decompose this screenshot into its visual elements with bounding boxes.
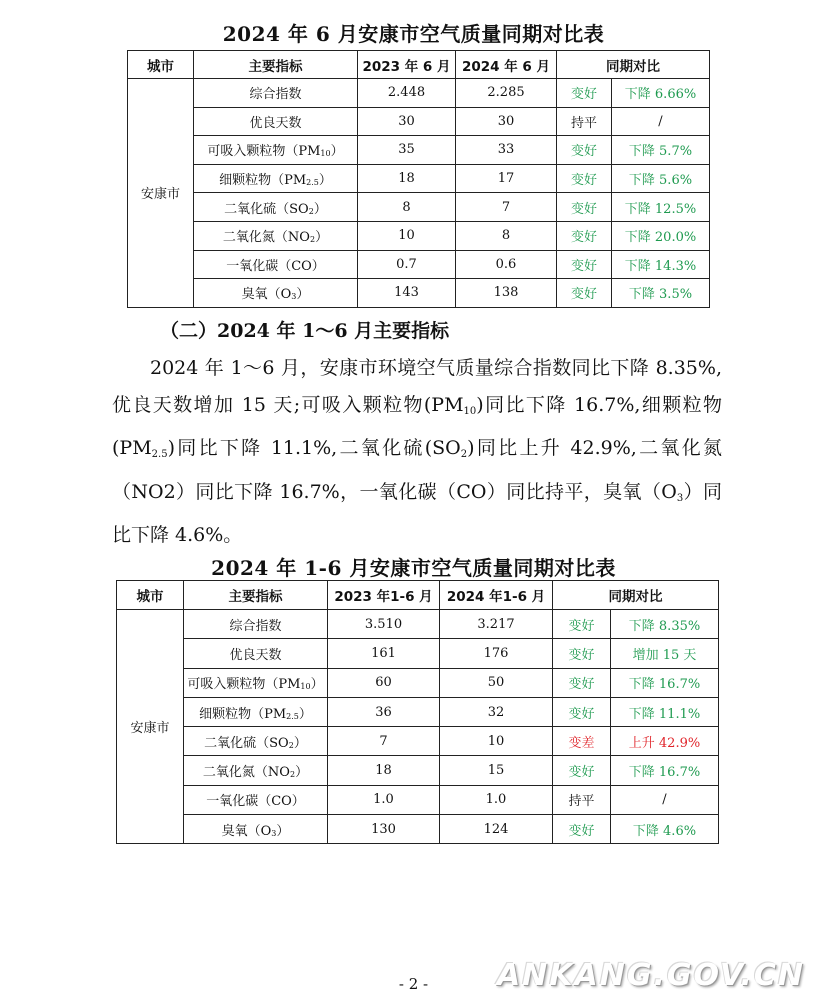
change-cell: 下降 5.6%: [612, 164, 710, 193]
indicator-name: 综合指数: [249, 87, 302, 103]
indicator-cell: [194, 107, 358, 136]
table-row: [117, 639, 719, 668]
indicator-name: 可吸入颗粒物（PM: [187, 677, 301, 693]
change-cell: 下降 5.7%: [612, 136, 710, 165]
table-row: [128, 136, 710, 165]
change-cell: 下降 16.7%: [611, 756, 719, 785]
trend-cell: 变好: [557, 279, 612, 308]
value-2024-cell: 138: [456, 279, 557, 308]
indicator-suffix: ）: [276, 823, 290, 839]
value-2024-cell: 8: [456, 221, 557, 250]
change-cell: /: [611, 785, 719, 814]
trend-cell: 变好: [557, 193, 612, 222]
value-2023-cell: 161: [328, 639, 440, 668]
trend-cell: 变好: [557, 79, 612, 108]
indicator-suffix: ）: [293, 735, 307, 751]
trend-cell: 变好: [557, 250, 612, 279]
trend-cell: 持平: [557, 107, 612, 136]
value-2024-cell: 7: [456, 193, 557, 222]
trend-cell: 变好: [553, 815, 611, 844]
indicator-cell: [184, 727, 328, 756]
trend-cell: 持平: [553, 785, 611, 814]
header-year-2024: 2024 年1-6 月: [440, 581, 553, 610]
trend-cell: 变好: [553, 668, 611, 697]
indicator-name: 优良天数: [249, 115, 302, 131]
indicator-name: 细颗粒物（PM: [199, 706, 287, 722]
change-cell: 下降 4.6%: [611, 815, 719, 844]
header-city: 城市: [128, 51, 194, 79]
para-text-2: )同比下降 16.7%,细颗粒物(PM: [112, 393, 722, 459]
indicator-cell: [184, 610, 328, 639]
section-heading: （二）2024 年 1～6 月主要指标: [160, 320, 450, 342]
indicator-subscript: 2: [309, 235, 316, 245]
value-2024-cell: 0.6: [456, 250, 557, 279]
city-cell: 安康市: [117, 610, 184, 844]
value-2023-cell: 3.510: [328, 610, 440, 639]
value-2024-cell: 50: [440, 668, 553, 697]
header-year-2023: 2023 年1-6 月: [328, 581, 440, 610]
indicator-name: 二氧化氮（NO: [202, 765, 290, 781]
value-2023-cell: 2.448: [358, 79, 456, 108]
indicator-subscript: 10: [300, 682, 311, 692]
indicator-cell: [194, 164, 358, 193]
indicator-suffix: ）: [296, 287, 310, 303]
indicator-cell: [194, 79, 358, 108]
value-2024-cell: 33: [456, 136, 557, 165]
trend-cell: 变好: [553, 610, 611, 639]
value-2023-cell: 35: [358, 136, 456, 165]
indicator-cell: [184, 756, 328, 785]
change-cell: 增加 15 天: [611, 639, 719, 668]
indicator-name: 可吸入颗粒物（PM: [207, 144, 321, 160]
trend-cell: 变好: [557, 164, 612, 193]
page-number: - 2 -: [398, 975, 429, 993]
value-2023-cell: 18: [358, 164, 456, 193]
indicator-cell: [194, 221, 358, 250]
indicator-subscript: 2.5: [306, 178, 319, 188]
indicator-subscript: 2: [288, 740, 294, 750]
indicator-subscript: 3: [271, 828, 277, 838]
value-2023-cell: 18: [328, 756, 440, 785]
indicator-name: 一氧化碳（CO）: [226, 258, 325, 274]
indicator-subscript: 10: [320, 149, 331, 159]
para-text-1: 2024 年 1～6 月，安康市环境空气质量综合指数同比下降 8.35%,优良天数增加 15 天;可吸入颗粒物(PM: [112, 357, 722, 416]
value-2023-cell: 0.7: [358, 250, 456, 279]
indicator-suffix: ）: [318, 173, 332, 189]
value-2023-cell: 143: [358, 279, 456, 308]
value-2024-cell: 30: [456, 107, 557, 136]
value-2023-cell: 60: [328, 668, 440, 697]
value-2024-cell: 1.0: [440, 785, 553, 814]
change-cell: 下降 3.5%: [612, 279, 710, 308]
trend-cell: 变好: [553, 697, 611, 726]
para-text-5: ）同比下降 4.6%。: [112, 480, 722, 546]
change-cell: 下降 16.7%: [611, 668, 719, 697]
value-2024-cell: 2.285: [456, 79, 557, 108]
value-2023-cell: 10: [358, 221, 456, 250]
value-2023-cell: 36: [328, 697, 440, 726]
indicator-name: 综合指数: [229, 618, 282, 634]
change-cell: 下降 6.66%: [612, 79, 710, 108]
para-sub-1: 10: [463, 405, 477, 417]
summary-paragraph: [112, 350, 722, 554]
table-row: [117, 756, 719, 785]
header-comparison: 同期对比: [557, 51, 710, 79]
change-cell: 下降 11.1%: [611, 697, 719, 726]
table-row: [128, 279, 710, 308]
change-cell: 下降 14.3%: [612, 250, 710, 279]
value-2023-cell: 7: [328, 727, 440, 756]
indicator-suffix: ）: [315, 230, 329, 246]
table-row: [128, 250, 710, 279]
indicator-cell: [194, 136, 358, 165]
indicator-name: 臭氧（O: [241, 287, 292, 303]
value-2024-cell: 3.217: [440, 610, 553, 639]
table-row: [117, 785, 719, 814]
para-text-3: )同比下降 11.1%,二氧化硫(SO: [167, 437, 461, 459]
table-row: [117, 610, 719, 639]
indicator-cell: [184, 815, 328, 844]
table-row: [128, 164, 710, 193]
table-row: [128, 79, 710, 108]
change-cell: 下降 8.35%: [611, 610, 719, 639]
header-comparison: 同期对比: [553, 581, 719, 610]
indicator-cell: [194, 279, 358, 308]
trend-cell: 变好: [557, 136, 612, 165]
indicator-cell: [184, 668, 328, 697]
trend-cell: 变好: [553, 639, 611, 668]
indicator-name: 二氧化硫（SO: [204, 735, 289, 751]
table2: [116, 580, 719, 844]
para-sub-2: 2.5: [151, 449, 168, 460]
table-row: [117, 697, 719, 726]
indicator-subscript: 3: [291, 292, 297, 302]
para-sub-4: 3: [676, 492, 684, 504]
table1-title: 2024 年 6 月安康市空气质量同期对比表: [222, 22, 605, 46]
header-year-2024: 2024 年 6 月: [456, 51, 557, 79]
site-watermark: ANKANG.GOV.CN: [496, 958, 805, 993]
value-2023-cell: 130: [328, 815, 440, 844]
value-2024-cell: 15: [440, 756, 553, 785]
table-row: [128, 221, 710, 250]
city-cell: 安康市: [128, 79, 194, 308]
value-2024-cell: 10: [440, 727, 553, 756]
header-indicator: 主要指标: [194, 51, 358, 79]
para-sub-3: 2: [460, 449, 468, 460]
trend-cell: 变差: [553, 727, 611, 756]
indicator-suffix: ）: [313, 201, 327, 217]
indicator-name: 细颗粒物（PM: [219, 173, 307, 189]
value-2024-cell: 17: [456, 164, 557, 193]
trend-cell: 变好: [553, 756, 611, 785]
table-row: [117, 668, 719, 697]
change-cell: /: [612, 107, 710, 136]
table-row: [117, 727, 719, 756]
indicator-cell: [184, 639, 328, 668]
table-row: [128, 107, 710, 136]
table-row: [128, 193, 710, 222]
header-city: 城市: [117, 581, 184, 610]
table-row: [117, 815, 719, 844]
indicator-cell: [184, 785, 328, 814]
value-2023-cell: 8: [358, 193, 456, 222]
indicator-suffix: ）: [295, 765, 309, 781]
indicator-subscript: 2.5: [286, 711, 299, 721]
indicator-suffix: ）: [298, 706, 312, 722]
indicator-name: 臭氧（O: [221, 823, 272, 839]
value-2024-cell: 32: [440, 697, 553, 726]
value-2024-cell: 176: [440, 639, 553, 668]
value-2023-cell: 1.0: [328, 785, 440, 814]
value-2023-cell: 30: [358, 107, 456, 136]
indicator-cell: [194, 193, 358, 222]
indicator-name: 优良天数: [229, 647, 282, 663]
header-year-2023: 2023 年 6 月: [358, 51, 456, 79]
change-cell: 下降 12.5%: [612, 193, 710, 222]
table2-title: 2024 年 1-6 月安康市空气质量同期对比表: [211, 556, 616, 580]
indicator-suffix: ）: [310, 677, 324, 693]
indicator-subscript: 2: [289, 770, 296, 780]
indicator-name: 二氧化氮（NO: [222, 230, 310, 246]
indicator-cell: [194, 250, 358, 279]
indicator-cell: [184, 697, 328, 726]
indicator-suffix: ）: [330, 144, 344, 160]
change-cell: 下降 20.0%: [612, 221, 710, 250]
indicator-subscript: 2: [308, 206, 314, 216]
indicator-name: 一氧化碳（CO）: [206, 794, 305, 810]
header-indicator: 主要指标: [184, 581, 328, 610]
value-2024-cell: 124: [440, 815, 553, 844]
indicator-name: 二氧化硫（SO: [224, 201, 309, 217]
trend-cell: 变好: [557, 221, 612, 250]
change-cell: 上升 42.9%: [611, 727, 719, 756]
table1: [127, 50, 710, 308]
para-text-4: )同比上升 42.9%,二氧化氮（NO2）同比下降 16.7%，一氧化碳（CO）同比持平，臭氧（O: [112, 437, 722, 503]
